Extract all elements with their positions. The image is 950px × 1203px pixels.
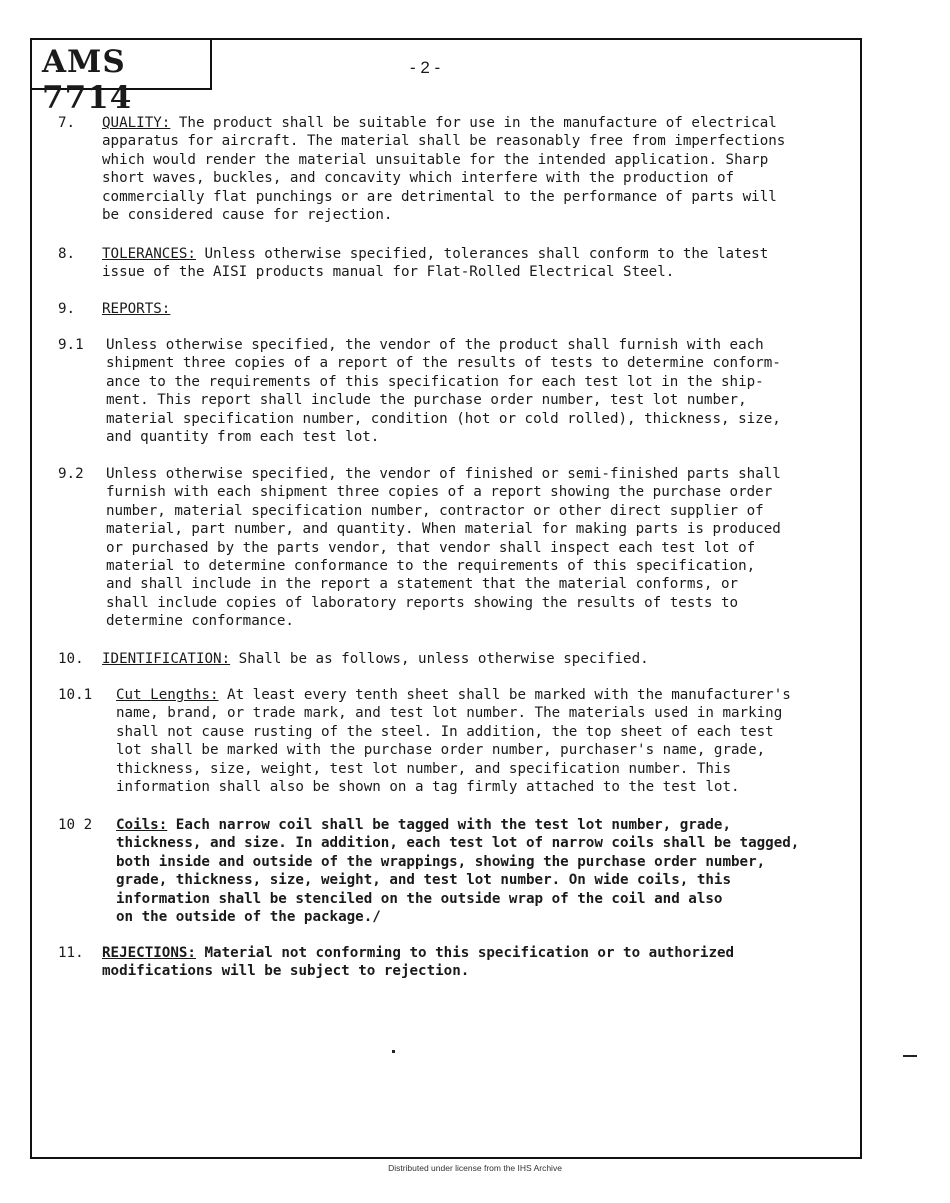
section-10-1: [58, 686, 862, 796]
document-id-box: [30, 38, 212, 116]
section-text: Unless otherwise specified, the vendor of the product shall furnish with each shipment three copies of a report of the results of tests to determine conform- ance to the requirements of this specification for each test lot in the ship- ment. This report shall include the purchase order number, test lot number, material specification number, condition (hot or cold rolled), thickness, size, and quantity from each test lot.: [106, 337, 781, 446]
page-number: - 2 -: [410, 58, 441, 77]
section-heading: TOLERANCES:: [102, 246, 196, 262]
section-number: 10.1: [58, 687, 93, 703]
section-rejections: [58, 944, 862, 981]
section-number: 8.: [58, 246, 76, 262]
section-quality: [58, 114, 862, 224]
section-9-2: [58, 465, 862, 631]
scan-mark: [903, 1055, 917, 1057]
scan-speck: [392, 1050, 395, 1053]
section-9-1: [58, 336, 862, 446]
section-text: Each narrow coil shall be tagged with the test lot number, grade, thickness, and size. In addition, each test lot of narrow coils shall be tagged, both inside and outside of the wrappings, showing the purchase order number, grade, thickness, size, weight, and test lot number. On wide coils, this information shall be stenciled on the outside wrap of the coil and also on the outside of the package./: [116, 817, 800, 926]
section-heading: QUALITY:: [102, 115, 171, 131]
section-10-2: [58, 816, 862, 926]
section-heading: Cut Lengths:: [116, 687, 219, 703]
section-identification: [58, 650, 862, 668]
section-number: 11.: [58, 945, 84, 961]
section-number: 9.1: [58, 337, 84, 353]
section-number: 9.2: [58, 466, 84, 482]
section-text: The product shall be suitable for use in the manufacture of electrical apparatus for aircraft. The material shall be reasonably free from imperfections which would render the material unsuitable for the intended application. Sharp short waves, buckles, and concavity which interfere with the production of commercially flat punchings or are detrimental to the performance of parts will be considered cause for rejection.: [102, 115, 786, 224]
footer-license: Distributed under license from the IHS Archive: [388, 1163, 562, 1173]
document-id: AMS 7714: [42, 44, 133, 116]
section-heading: IDENTIFICATION:: [102, 651, 231, 667]
section-heading: Coils:: [116, 817, 168, 833]
section-heading: REJECTIONS:: [102, 945, 196, 961]
section-text: Material not conforming to this specification or to authorized modifications will be subject to rejection.: [102, 945, 735, 980]
section-number: 10 2: [58, 817, 93, 833]
section-heading: REPORTS:: [102, 301, 171, 317]
section-reports: [58, 300, 862, 318]
section-text: Unless otherwise specified, the vendor of finished or semi-finished parts shall furnish with each shipment three copies of a report showing the purchase order number, material specification number, contractor or other direct supplier of material, part number, and quantity. When material for making parts is produced or purchased by the parts vendor, that vendor shall inspect each test lot of material to determine conformance to the requirements of this specification, and shall include in the report a statement that the material conforms, or shall include copies of laboratory reports showing the results of tests to determine conformance.: [106, 466, 781, 630]
section-text: Unless otherwise specified, tolerances shall conform to the latest issue of the AISI products manual for Flat-Rolled Electrical Steel.: [102, 246, 769, 281]
section-number: 10.: [58, 651, 84, 667]
section-number: 7.: [58, 115, 76, 131]
section-tolerances: [58, 245, 862, 282]
section-text: At least every tenth sheet shall be marked with the manufacturer's name, brand, or trade mark, and test lot number. The materials used in marking shall not cause rusting of the steel. In addition, the top sheet of each test lot shall be marked with the purchase order number, purchaser's name, grade, thickness, size, weight, test lot number, and specification number. This information shall also be shown on a tag firmly attached to the test lot.: [116, 687, 791, 796]
section-text: Shall be as follows, unless otherwise specified.: [230, 651, 649, 667]
section-number: 9.: [58, 301, 76, 317]
